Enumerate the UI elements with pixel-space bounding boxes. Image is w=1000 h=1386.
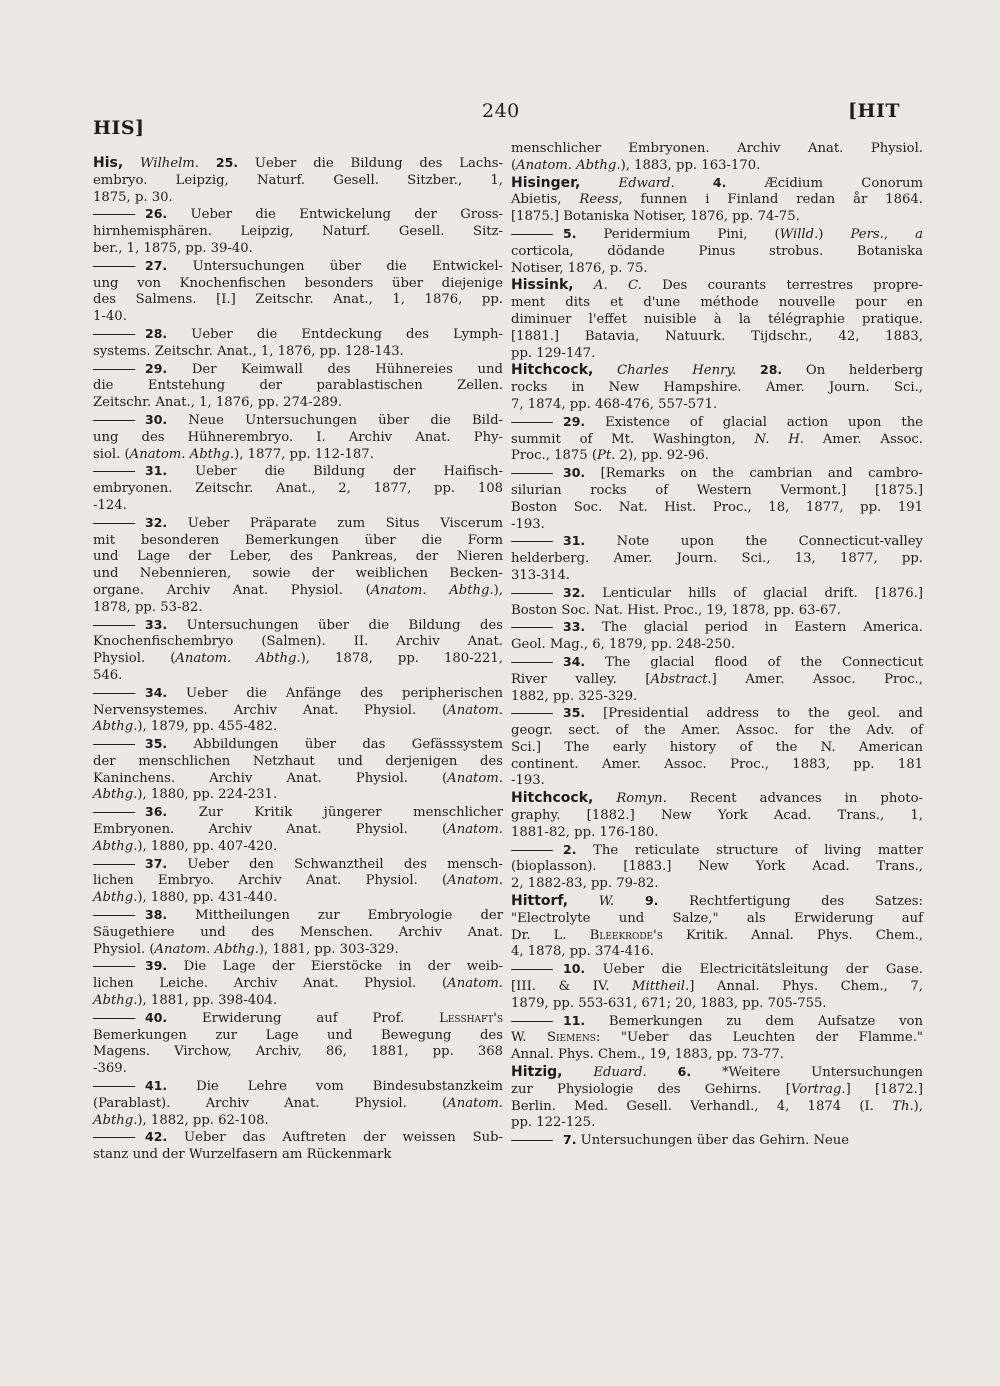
bibliography-entry: 2. The reticulate structure of living matter (bioplasson). [1883.] New York Acad. Trans., 2, 1882-83, pp. 79-82.	[511, 841, 923, 892]
bibliography-entry: 28. Ueber die Entdeckung des Lymph- systems. Zeitschr. Anat., 1, 1876, pp. 128-143.	[93, 325, 503, 359]
bibliography-entry: 10. Ueber die Electricitätsleitung der Gase. [III. & IV. Mittheil.] Annal. Phys. Chem., 7, 1879, pp. 553-631, 671; 20, 1883, pp. 705-755.	[511, 961, 923, 1011]
bibliography-entry: menschlicher Embryonen. Archiv Anat. Physiol. (Anatom. Abthg.), 1883, pp. 163-170.	[511, 141, 923, 173]
bibliography-entry: 42. Ueber das Auftreten der weissen Sub- stanz und der Wurzelfasern am Rückenmark	[93, 1129, 503, 1163]
bibliography-entry: 35. [Presidential address to the geol. and geogr. sect. of the Amer. Assoc. for the Adv. of Sci.] The early history of the N. American continent. Amer. Assoc. Proc., 1883, pp. 181 -193.	[511, 705, 923, 789]
bibliography-entry: 37. Ueber den Schwanztheil des mensch- lichen Embryo. Archiv Anat. Physiol. (Anatom. Abthg.), 1880, pp. 431-440.	[93, 855, 503, 906]
bibliography-entry: 31. Note upon the Connecticut-valley helderberg. Amer. Journ. Sci., 13, 1877, pp. 313-314.	[511, 533, 923, 583]
bibliography-entry: 32. Lenticular hills of glacial drift. [1876.] Boston Soc. Nat. Hist. Proc., 19, 1878, pp. 63-67.	[511, 584, 923, 618]
running-head-left: HIS]	[93, 117, 145, 139]
left-column	[93, 155, 503, 1164]
bibliography-entry: Hitchcock, Romyn. Recent advances in photo- graphy. [1882.] New York Acad. Trans., 1, 1881-82, pp. 176-180.	[511, 790, 923, 840]
page-number: 240	[482, 100, 520, 122]
bibliography-entry: His, Wilhelm. 25. Ueber die Bildung des Lachs- embryo. Leipzig, Naturf. Gesell. Sitzber., 1, 1875, p. 30.	[93, 155, 503, 205]
bibliography-entry: 36. Zur Kritik jüngerer menschlicher Embryonen. Archiv Anat. Physiol. (Anatom. Abthg.), 1880, pp. 407-420.	[93, 804, 503, 854]
bibliography-entry: 38. Mittheilungen zur Embryologie der Säugethiere und des Menschen. Archiv Anat. Physiol. (Anatom. Abthg.), 1881, pp. 303-329.	[93, 907, 503, 957]
bibliography-entry: 32. Ueber Präparate zum Situs Viscerum mit besonderen Bemerkungen über die Form und Lage der Leber, des Pankreas, der Nieren und Nebennieren, sowie der weiblichen Becken- organe. Archiv Anat. Physiol. (Anatom. Abthg.), 1878, pp. 53-82.	[93, 514, 503, 615]
bibliography-entry: 26. Ueber die Entwickelung der Gross- hirnhemisphären. Leipzig, Naturf. Gesell. Sitz- ber., 1, 1875, pp. 39-40.	[93, 206, 503, 256]
bibliography-entry: 7. Untersuchungen über das Gehirn. Neue	[511, 1132, 923, 1150]
bibliography-entry: Hitzig, Eduard. 6. *Weitere Untersuchungen zur Physiologie des Gehirns. [Vortrag.] [1872.] Berlin. Med. Gesell. Verhandl., 4, 1874 (I. Th.), pp. 122-125.	[511, 1064, 923, 1131]
bibliography-entry: 5. Peridermium Pini, (Willd.) Pers., a corticola, dödande Pinus strobus. Botaniska Notiser, 1876, p. 75.	[511, 225, 923, 276]
bibliography-entry: 41. Die Lehre vom Bindesubstanzkeim (Parablast). Archiv Anat. Physiol. (Anatom. Abthg.), 1882, pp. 62-108.	[93, 1078, 503, 1128]
right-column	[511, 141, 923, 1150]
bibliography-entry: Hisinger, Edward. 4. Æcidium Conorum Abietis, Reess, funnen i Finland redan år 1864. [1875.] Botaniska Notiser, 1876, pp. 74-75.	[511, 174, 924, 225]
bibliography-entry: 29. Existence of glacial action upon the summit of Mt. Washington, N. H. Amer. Assoc. Proc., 1875 (Pt. 2), pp. 92-96.	[511, 413, 923, 464]
bibliography-entry: Hitchcock, Charles Henry. 28. On helderberg rocks in New Hampshire. Amer. Journ. Sci., 7, 1874, pp. 468-476, 557-571.	[511, 362, 923, 412]
bibliography-entry: 33. Untersuchungen über die Bildung des Knochenfischembryo (Salmen). II. Archiv Anat. Physiol. (Anatom. Abthg.), 1878, pp. 180-221, 546.	[93, 616, 504, 683]
bibliography-entry: 29. Der Keimwall des Hühnereies und die Entstehung der parablastischen Zellen. Zeitschr. Anat., 1, 1876, pp. 274-289.	[93, 360, 503, 411]
bibliography-entry: 30. Neue Untersuchungen über die Bild- ung des Hühnerembryo. I. Archiv Anat. Phy- siol. (Anatom. Abthg.), 1877, pp. 112-187.	[93, 411, 503, 462]
bibliography-entry: 35. Abbildungen über das Gefässsystem der menschlichen Netzhaut und derjenigen des Kaninchens. Archiv Anat. Physiol. (Anatom. Abthg.), 1880, pp. 224-231.	[93, 736, 503, 803]
running-head-right: [HIT	[848, 100, 900, 122]
bibliography-entry: 40. Erwiderung auf Prof. Lesshaft's Bemerkungen zur Lage und Bewegung des Magens. Virchow, Archiv, 86, 1881, pp. 368 -369.	[93, 1009, 503, 1077]
bibliography-entry: 33. The glacial period in Eastern America. Geol. Mag., 6, 1879, pp. 248-250.	[511, 619, 923, 653]
bibliography-entry: Hittorf, W. 9. Rechtfertigung des Satzes: "Electrolyte und Salze," als Erwiderung auf Dr. L. Bleekrode's Kritik. Annal. Phys. Chem., 4, 1878, pp. 374-416.	[511, 893, 923, 960]
bibliography-entry: 31. Ueber die Bildung der Haifisch- embryonen. Zeitschr. Anat., 2, 1877, pp. 108 -124.	[93, 463, 503, 513]
bibliography-entry: 30. [Remarks on the cambrian and cambro- silurian rocks of Western Vermont.] [1875.] Boston Soc. Nat. Hist. Proc., 18, 1877, pp. 191 -193.	[511, 465, 923, 532]
bibliography-entry: 34. Ueber die Anfänge des peripherischen Nervensystemes. Archiv Anat. Physiol. (Anatom. Abthg.), 1879, pp. 455-482.	[93, 684, 503, 735]
bibliography-entry: 11. Bemerkungen zu dem Aufsatze von W. Siemens: "Ueber das Leuchten der Flamme." Annal. Phys. Chem., 19, 1883, pp. 73-77.	[511, 1012, 923, 1063]
bibliography-entry: 39. Die Lage der Eierstöcke in der weib- lichen Leiche. Archiv Anat. Physiol. (Anatom. Abthg.), 1881, pp. 398-404.	[93, 958, 503, 1009]
bibliography-entry: 27. Untersuchungen über die Entwickel- ung von Knochenfischen besonders über diejenige des Salmens. [I.] Zeitschr. Anat., 1, 1876, pp. 1-40.	[93, 257, 503, 325]
bibliography-entry: Hissink, A. C. Des courants terrestres propre- ment dits et d'une méthode nouvelle pour en diminuer l'effet nuisible à la télégraphie pratique. [1881.] Batavia, Natuurk. Tijdschr., 42, 1883, pp. 129-147.	[511, 277, 923, 361]
bibliography-entry: 34. The glacial flood of the Connecticut River valley. [Abstract.] Amer. Assoc. Proc., 1882, pp. 325-329.	[511, 653, 923, 704]
